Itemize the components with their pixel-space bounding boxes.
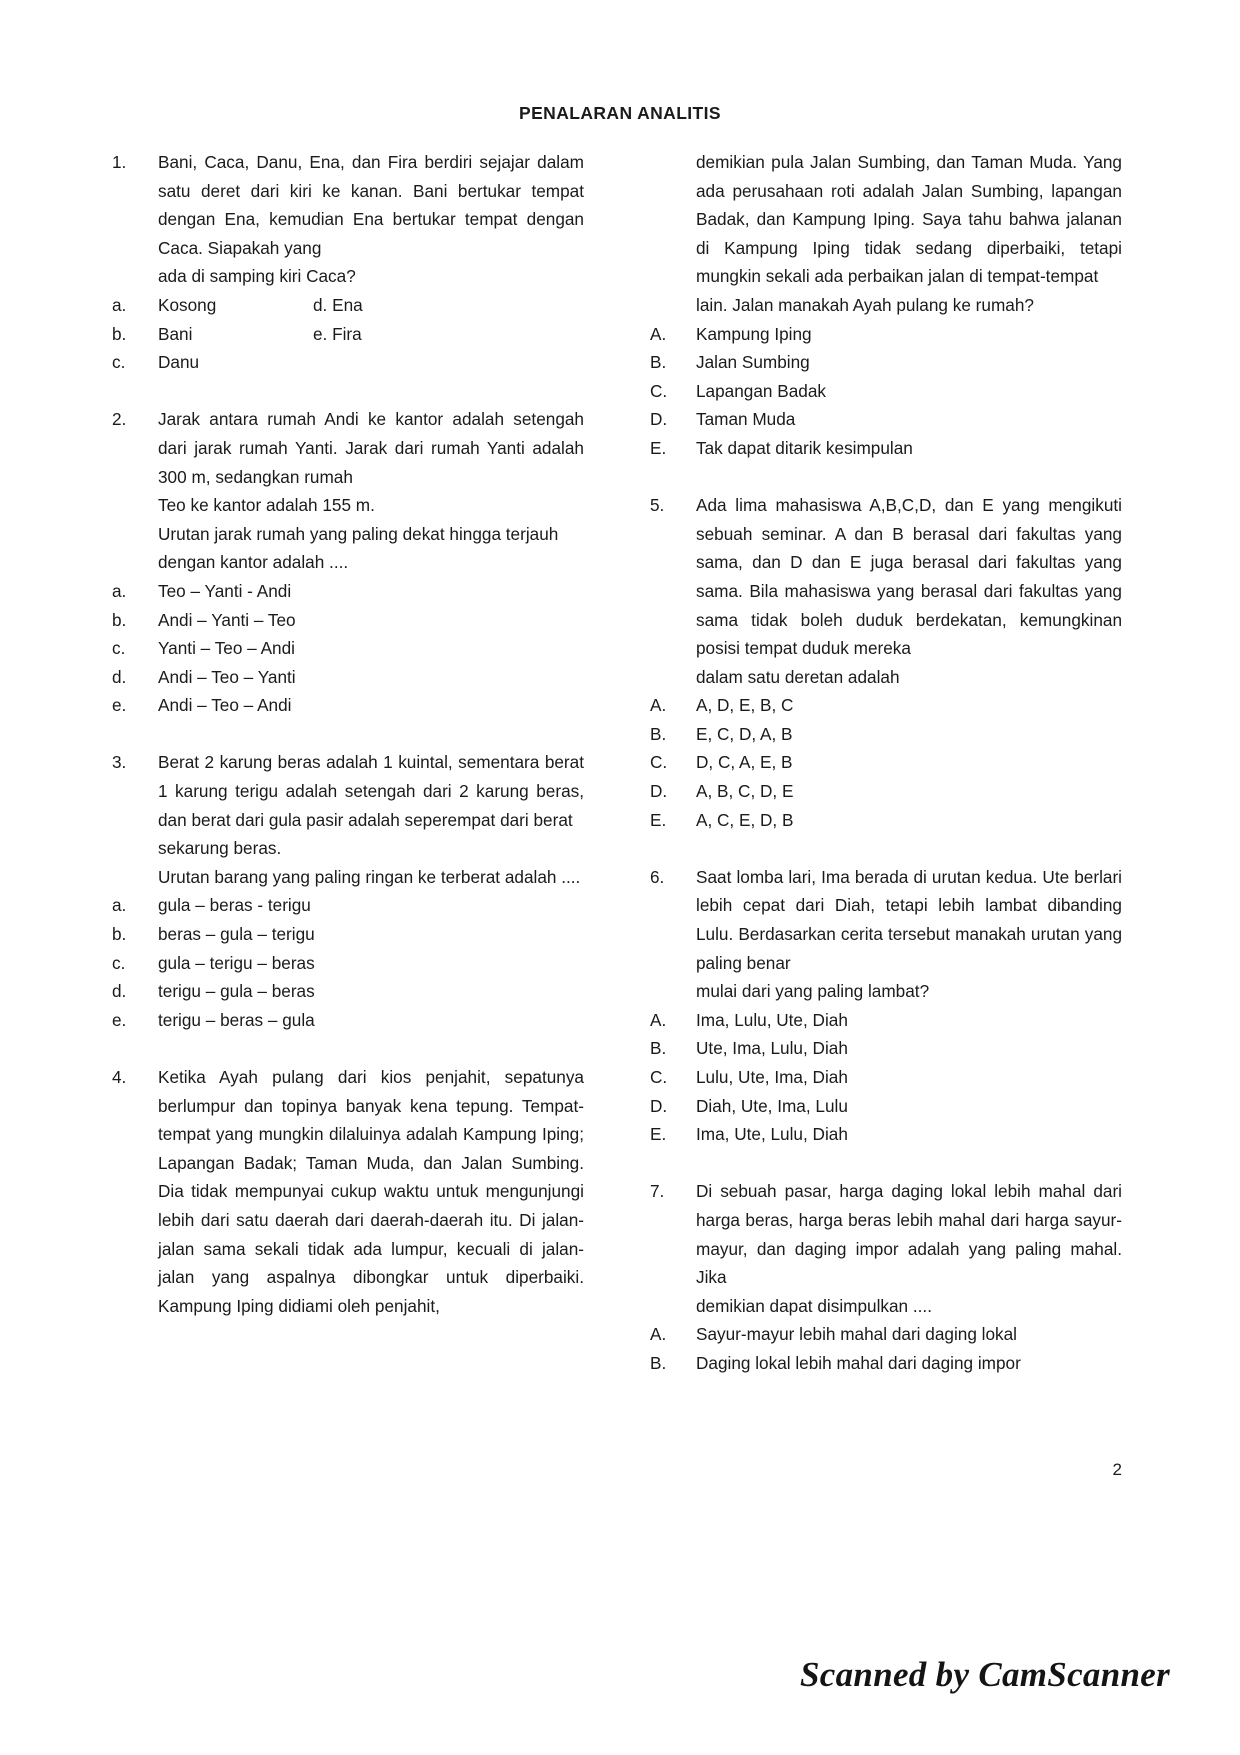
right-column bbox=[650, 148, 1122, 1378]
question-text bbox=[696, 148, 1122, 320]
question-body: Ketika Ayah pulang dari kios penjahit, sepatunya berlumpur dan topinya banyak kena tepung. Tempat-tempat yang mungkin dilaluinya adalah Kampung Iping; Lapangan Badak; Taman Muda, dan Jalan Sumbing. Dia tidak mempunyai cukup waktu untuk mengunjungi lebih dari satu daerah dari daerah-daerah itu. Di jalan-jalan sama sekali tidak ada lumpur, kecuali di jalan-jalan yang aspalnya dibongkar untuk diperbaiki. Kampung Iping didiami oleh penjahit, bbox=[158, 1067, 584, 1316]
option-text: Yanti – Teo – Andi bbox=[158, 638, 295, 659]
option-key: E. bbox=[650, 437, 667, 458]
option-text: Lapangan Badak bbox=[696, 380, 826, 401]
question-2-options bbox=[112, 577, 584, 720]
option-text: Ima, Ute, Lulu, Diah bbox=[696, 1124, 848, 1145]
question-body: demikian pula Jalan Sumbing, dan Taman Muda. Yang ada perusahaan roti adalah Jalan Sumbing, lapangan Badak, dan Kampung Iping. Saya tahu bahwa jalanan di Kampung Iping tidak sedang diperbaiki, tetapi mungkin sekali ada perbaikan jalan di tempat-tempat bbox=[696, 152, 1122, 287]
option-key: d. bbox=[112, 981, 127, 1002]
question-2 bbox=[112, 405, 584, 577]
option-row[interactable] bbox=[650, 777, 1122, 806]
option-key: A. bbox=[650, 695, 667, 716]
option-key: D. bbox=[650, 781, 668, 802]
option-row[interactable] bbox=[650, 1120, 1122, 1149]
spacer bbox=[650, 1149, 1122, 1178]
option-text: Ima, Lulu, Ute, Diah bbox=[696, 1009, 848, 1030]
option-text: Andi – Teo – Yanti bbox=[158, 666, 296, 687]
option-row[interactable] bbox=[650, 377, 1122, 406]
camscanner-watermark: Scanned by CamScanner bbox=[800, 1655, 1170, 1694]
question-last-line: ada di samping kiri Caca? bbox=[158, 266, 356, 287]
option-row[interactable] bbox=[650, 434, 1122, 463]
option-key: D. bbox=[650, 409, 668, 430]
option-row[interactable] bbox=[650, 691, 1122, 720]
option-key: c. bbox=[112, 638, 126, 659]
option-text-right bbox=[313, 348, 584, 377]
option-text: gula – terigu – beras bbox=[158, 952, 315, 973]
question-number: 5. bbox=[650, 495, 665, 516]
spacer bbox=[112, 1034, 584, 1063]
option-text: Lulu, Ute, Ima, Diah bbox=[696, 1067, 848, 1087]
option-key: c. bbox=[112, 352, 126, 373]
option-key: C. bbox=[650, 380, 668, 401]
question-last-line: mulai dari yang paling lambat? bbox=[696, 981, 930, 1002]
question-body: Berat 2 karung beras adalah 1 kuintal, sementara berat 1 karung terigu adalah setengah dari 2 karung beras, dan berat dari gula pasir adalah seperempat dari berat bbox=[158, 752, 584, 830]
question-7 bbox=[650, 1177, 1122, 1320]
question-6-options bbox=[650, 1006, 1122, 1149]
option-text: Tak dapat ditarik kesimpulan bbox=[696, 437, 913, 458]
question-body: Jarak antara rumah Andi ke kantor adalah setengah dari jarak rumah Yanti. Jarak dari rumah Yanti adalah 300 m, sedangkan rumah bbox=[158, 409, 584, 487]
option-key: B. bbox=[650, 723, 667, 744]
option-text: Ute, Ima, Lulu, Diah bbox=[696, 1038, 848, 1059]
question-body: Saat lomba lari, Ima berada di urutan kedua. Ute berlari lebih cepat dari Diah, tetapi lebih lambat dibanding Lulu. Berdasarkan cerita tersebut manakah urutan yang paling benar bbox=[696, 866, 1122, 973]
option-row[interactable] bbox=[112, 977, 584, 1006]
option-key: C. bbox=[650, 1067, 668, 1087]
option-text: E, C, D, A, B bbox=[696, 723, 793, 744]
option-text-right: e. Fira bbox=[313, 323, 362, 344]
option-text: Kosong bbox=[158, 294, 217, 315]
question-last-line: lain. Jalan manakah Ayah pulang ke rumah? bbox=[696, 294, 1034, 315]
question-text bbox=[158, 405, 584, 577]
question-number: 6. bbox=[650, 866, 665, 887]
question-text bbox=[158, 748, 584, 891]
option-row[interactable] bbox=[650, 1006, 1122, 1035]
two-column-layout bbox=[112, 148, 1122, 1378]
option-row[interactable] bbox=[650, 1320, 1122, 1349]
option-text: terigu – gula – beras bbox=[158, 981, 315, 1002]
question-3-options bbox=[112, 891, 584, 1034]
option-row[interactable] bbox=[650, 1034, 1122, 1063]
option-row[interactable] bbox=[650, 748, 1122, 777]
option-key: A. bbox=[650, 1009, 667, 1030]
option-text: A, B, C, D, E bbox=[696, 781, 794, 802]
question-4-options bbox=[650, 320, 1122, 463]
option-row[interactable] bbox=[112, 1006, 584, 1035]
question-text bbox=[158, 1063, 584, 1320]
option-row[interactable] bbox=[112, 949, 584, 978]
spacer bbox=[650, 463, 1122, 492]
option-row[interactable] bbox=[112, 577, 584, 606]
continuation-indent bbox=[650, 148, 696, 320]
page-number: 2 bbox=[1112, 1460, 1122, 1479]
question-text bbox=[158, 148, 584, 291]
option-text: Andi – Teo – Andi bbox=[158, 695, 292, 716]
option-key: b. bbox=[112, 924, 127, 945]
option-key: c. bbox=[112, 952, 126, 973]
question-text bbox=[696, 1177, 1122, 1320]
question-5-options bbox=[650, 691, 1122, 834]
option-key: d. bbox=[112, 666, 127, 687]
question-number: 4. bbox=[112, 1067, 127, 1087]
option-row[interactable] bbox=[112, 891, 584, 920]
option-key: B. bbox=[650, 1352, 667, 1373]
option-row[interactable] bbox=[112, 920, 584, 949]
option-row[interactable] bbox=[650, 320, 1122, 349]
option-row[interactable] bbox=[112, 663, 584, 692]
option-text: Daging lokal lebih mahal dari daging impor bbox=[696, 1352, 1021, 1373]
option-text: Bani bbox=[158, 323, 193, 344]
question-number: 7. bbox=[650, 1181, 665, 1202]
question-last-line: demikian dapat disimpulkan .... bbox=[696, 1295, 932, 1316]
option-text: Sayur-mayur lebih mahal dari daging lokal bbox=[696, 1324, 1017, 1345]
option-text: Jalan Sumbing bbox=[696, 352, 810, 373]
left-column bbox=[112, 148, 584, 1378]
option-key: E. bbox=[650, 1124, 667, 1145]
option-key: e. bbox=[112, 1009, 127, 1030]
option-text: terigu – beras – gula bbox=[158, 1009, 315, 1030]
page-title: PENALARAN ANALITIS bbox=[519, 103, 721, 123]
question-number: 3. bbox=[112, 752, 127, 773]
option-text: Andi – Yanti – Teo bbox=[158, 609, 296, 630]
option-row[interactable] bbox=[112, 691, 584, 720]
option-text: Teo – Yanti - Andi bbox=[158, 580, 292, 601]
question-text bbox=[696, 491, 1122, 691]
option-text: D, C, A, E, B bbox=[696, 752, 793, 773]
option-key: C. bbox=[650, 752, 668, 773]
option-text: Diah, Ute, Ima, Lulu bbox=[696, 1095, 848, 1116]
option-key: b. bbox=[112, 609, 127, 630]
option-row[interactable] bbox=[112, 634, 584, 663]
question-last-line: dalam satu deretan adalah bbox=[696, 666, 900, 687]
question-7-options bbox=[650, 1320, 1122, 1377]
question-number: 2. bbox=[112, 409, 127, 430]
option-key: A. bbox=[650, 1324, 667, 1345]
option-row[interactable] bbox=[112, 291, 584, 320]
option-row[interactable] bbox=[650, 720, 1122, 749]
option-key: b. bbox=[112, 323, 127, 344]
option-text: Taman Muda bbox=[696, 409, 796, 430]
question-number: 1. bbox=[112, 152, 127, 172]
question-body: Bani, Caca, Danu, Ena, dan Fira berdiri sejajar dalam satu deret dari kiri ke kanan. Bani bertukar tempat dengan Ena, kemudian Ena bertukar tempat dengan Caca. Siapakah yang bbox=[158, 152, 584, 258]
option-text: A, C, E, D, B bbox=[696, 809, 794, 830]
question-last-line: sekarung beras. bbox=[158, 838, 282, 859]
option-key: B. bbox=[650, 1038, 667, 1059]
option-row[interactable] bbox=[650, 806, 1122, 835]
option-row[interactable] bbox=[650, 1349, 1122, 1378]
option-row[interactable] bbox=[112, 348, 584, 377]
option-key: a. bbox=[112, 895, 127, 916]
option-row[interactable] bbox=[650, 1092, 1122, 1121]
option-text: A, D, E, B, C bbox=[696, 695, 794, 716]
option-row[interactable] bbox=[112, 320, 584, 349]
option-text: beras – gula – terigu bbox=[158, 924, 315, 945]
spacer bbox=[650, 834, 1122, 863]
question-6 bbox=[650, 863, 1122, 1006]
option-text: Danu bbox=[158, 352, 200, 373]
question-subtext: Urutan jarak rumah yang paling dekat hingga terjauh dengan kantor adalah .... bbox=[158, 523, 559, 573]
spacer bbox=[112, 720, 584, 749]
question-text bbox=[696, 863, 1122, 1006]
spacer bbox=[112, 377, 584, 406]
question-5 bbox=[650, 491, 1122, 691]
question-4 bbox=[112, 1063, 584, 1320]
option-key: e. bbox=[112, 695, 127, 716]
option-text: gula – beras - terigu bbox=[158, 895, 311, 916]
option-text: Kampung Iping bbox=[696, 323, 812, 344]
option-key: a. bbox=[112, 294, 127, 315]
option-row[interactable] bbox=[650, 405, 1122, 434]
question-subtext: Urutan barang yang paling ringan ke terberat adalah .... bbox=[158, 866, 581, 887]
question-1-options bbox=[112, 291, 584, 377]
question-4-continuation bbox=[650, 148, 1122, 320]
option-key: A. bbox=[650, 323, 667, 344]
option-key: B. bbox=[650, 352, 667, 373]
option-row[interactable] bbox=[650, 348, 1122, 377]
question-body: Ada lima mahasiswa A,B,C,D, dan E yang mengikuti sebuah seminar. A dan B berasal dari fakultas yang sama, dan D dan E juga berasal dari fakultas yang sama. Bila mahasiswa yang berasal dari fakultas yang sama tidak boleh duduk berdekatan, kemungkinan posisi tempat duduk mereka bbox=[696, 495, 1122, 659]
question-3 bbox=[112, 748, 584, 891]
question-1 bbox=[112, 148, 584, 291]
option-key: a. bbox=[112, 580, 127, 601]
option-key: E. bbox=[650, 809, 667, 830]
option-key: D. bbox=[650, 1095, 668, 1116]
question-last-line: Teo ke kantor adalah 155 m. bbox=[158, 495, 375, 516]
option-text-right: d. Ena bbox=[313, 294, 363, 315]
option-row[interactable] bbox=[650, 1063, 1122, 1092]
option-row[interactable] bbox=[112, 606, 584, 635]
question-body: Di sebuah pasar, harga daging lokal lebih mahal dari harga beras, harga beras lebih mahal dari harga sayur-mayur, dan daging impor adalah yang paling mahal. Jika bbox=[696, 1181, 1122, 1288]
